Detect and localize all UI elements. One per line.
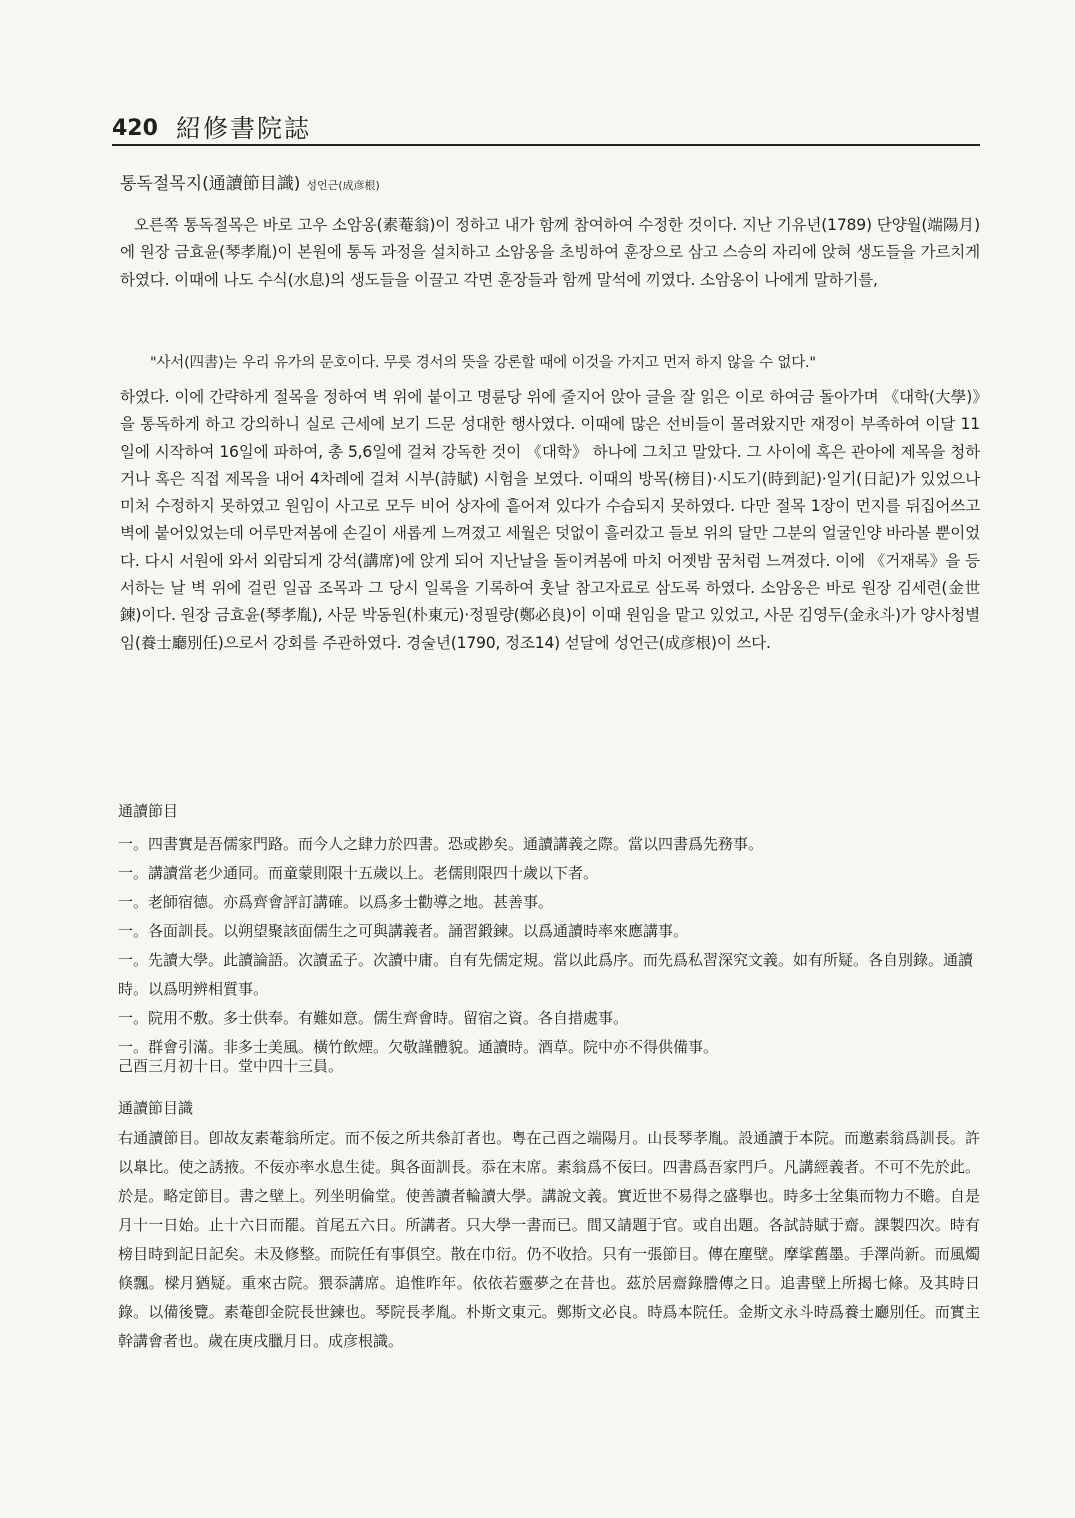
rule-item: 一。講讀當老少通同。而童蒙則限十五歲以上。老儒則限四十歲以下者。 [118, 864, 599, 882]
rules-list [118, 830, 980, 1062]
book-title: 紹修書院誌 [175, 114, 311, 143]
korean-quote: "사서(四書)는 우리 유가의 문호이다. 무릇 경서의 뜻을 강론할 때에 이것을 가지고 먼저 하지 않을 수 없다." [150, 355, 816, 371]
rule-item: 一。群會引滿。非多士美風。橫竹飲煙。欠敬謹體貌。通讀時。酒草。院中亦不得供備事。 [118, 1038, 719, 1056]
rules-heading: 通讀節目 [118, 802, 179, 820]
note-paragraph: 右通讀節目。卽故友素菴翁所定。而不佞之所共叅訂者也。粤在己酉之端陽月。山長琴孝胤。設通讀于本院。而邀素翁爲訓長。許以臯比。使之誘掖。不佞亦率水息生徒。與各面訓長。忝在末席。素翁爲不佞曰。四書爲吾家門戶。凡講經義者。不可不先於此。於是。略定節目。書之壁上。列坐明倫堂。使善讀者輪讀大學。講說文義。實近世不易得之盛擧也。時多士坌集而物力不贍。自是月十一日始。止十六日而罷。首尾五六日。所講者。只大學一書而已。間又請題于官。或自出題。各試詩賦于齋。課製四次。時有榜目時到記日記矣。未及修整。而院任有事俱空。散在巾衍。仍不收拾。只有一張節目。傳在塵壁。摩挲舊墨。手澤尚新。而風燭倏飄。樑月猶疑。重來古院。猥忝講席。追惟昨年。依依若靈夢之在昔也。茲於居齋錄謄傳之日。追書壁上所揭七條。及其時日錄。以備後覽。素菴卽金院長世鍊也。琴院長孝胤。朴斯文東元。鄭斯文必良。時爲本院任。金斯文永斗時爲養士廳別任。而實主幹講會者也。歲在庚戌臘月日。成彦根識。 [118, 1129, 980, 1350]
section-title [120, 171, 980, 199]
rule-item: 一。四書實是吾儒家門路。而今人之肆力於四書。恐或尠矣。通讀講義之際。當以四書爲先務事。 [118, 835, 764, 853]
rule-item: 一。先讀大學。此讀論語。次讀孟子。次讀中庸。自有先儒定規。當以此爲序。而先爲私習深究文義。如有所疑。各自別錄。通讀時。以爲明辨相質事。 [118, 951, 974, 998]
section-title-text: 통독절목지(通讀節目識) [120, 174, 301, 194]
page-header [112, 112, 980, 146]
page-number: 420 [112, 116, 158, 141]
rule-item: 一。院用不敷。多士供奉。有難如意。儒生齊會時。留宿之資。各自措處事。 [118, 1009, 629, 1027]
korean-intro-paragraph: 오른쪽 통독절목은 바로 고우 소암옹(素菴翁)이 정하고 내가 함께 참여하여 수정한 것이다. 지난 기유년(1789) 단양월(端陽月)에 원장 금효윤(琴孝胤)이 본원에 통독 과정을 설치하고 소암옹을 초빙하여 훈장으로 삼고 스승의 자리에 앉혀 생도들을 가르치게 하였다. 이때에 나도 수식(水息)의 생도들을 이끌고 각면 훈장들과 함께 말석에 끼였다. 소암옹이 나에게 말하기를, [120, 216, 980, 289]
rule-item: 一。各面訓長。以朔望聚該面儒生之可與講義者。誦習鍛鍊。以爲通讀時率來應講事。 [118, 922, 689, 940]
korean-continuation-paragraph: 하였다. 이에 간략하게 절목을 정하여 벽 위에 붙이고 명륜당 위에 줄지어 앉아 글을 잘 읽은 이로 하여금 돌아가며 《대학(大學)》을 통독하게 하고 강의하니 실로 근세에 보기 드문 성대한 행사였다. 이때에 많은 선비들이 몰려왔지만 재정이 부족하여 이달 11일에 시작하여 16일에 파하여, 총 5,6일에 걸쳐 강독한 것이 《대학》 하나에 그치고 말았다. 그 사이에 혹은 관아에 제목을 청하거나 혹은 직접 제목을 내어 4차례에 걸쳐 시부(詩賦) 시험을 보였다. 이때의 방목(榜目)·시도기(時到記)·일기(日記)가 있었으나 미처 수정하지 못하였고 원임이 사고로 모두 비어 상자에 흩어져 있다가 수습되지 못하였다. 다만 절목 1장이 먼지를 뒤집어쓰고 벽에 붙어있었는데 어루만져봄에 손길이 새롭게 느껴졌고 세월은 덧없이 흘러갔고 들보 위의 달만 그분의 얼굴인양 바라볼 뿐이었다. 다시 서원에 와서 외람되게 강석(講席)에 앉게 되어 지난날을 돌이켜봄에 마치 어젯밤 꿈처럼 느껴졌다. 이에 《거재록》을 등서하는 날 벽 위에 걸린 일곱 조목과 그 당시 일록을 기록하여 훗날 참고자료로 삼도록 하였다. 소암옹은 바로 원장 김세련(金世鍊)이다. 원장 금효윤(琴孝胤), 사문 박동원(朴東元)·정필량(鄭必良)이 이때 원임을 맡고 있었고, 사문 김영두(金永斗)가 양사청별임(養士廳別任)으로서 강회를 주관하였다. 경술년(1790, 정조14) 섣달에 성언근(成彦根)이 쓰다. [120, 388, 980, 652]
rules-date-line: 己酉三月初十日。堂中四十三員。 [118, 1057, 344, 1075]
rule-item: 一。老師宿德。亦爲齊會評訂講確。以爲多士勸導之地。甚善事。 [118, 893, 554, 911]
note-heading: 通讀節目識 [118, 1099, 194, 1117]
section-author: 성언근(成彦根) [306, 179, 380, 192]
